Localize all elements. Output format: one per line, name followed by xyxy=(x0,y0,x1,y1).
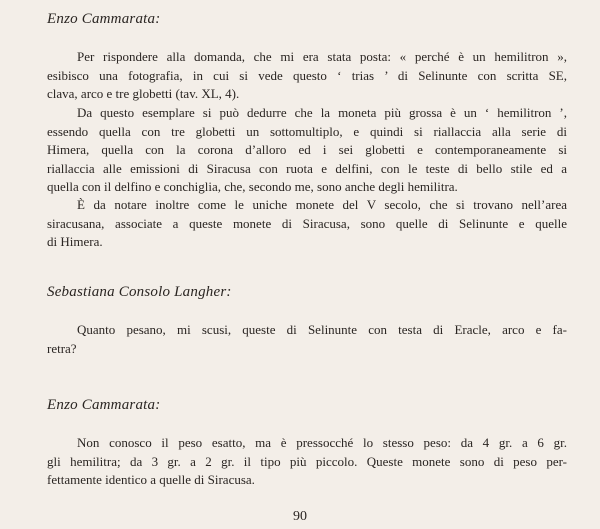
speaker-heading-3: Enzo Cammarata: xyxy=(47,397,161,413)
paragraph-2 xyxy=(47,104,567,197)
text-line: Himera, quella con la corona d’alloro ed i sei globetti e contemporaneamente si xyxy=(47,142,567,157)
paragraph-5 xyxy=(47,434,567,490)
paragraph-3 xyxy=(47,196,567,252)
text-line: Da questo esemplare si può dedurre che la moneta più grossa è un ‘ hemilitron ’, xyxy=(77,105,567,120)
text-line: retra? xyxy=(47,340,77,356)
text-line: esibisco una fotografia, in cui si vede questo ‘ trias ’ di Selinunte con scritta SE, xyxy=(47,67,567,83)
paragraph-4 xyxy=(47,321,567,358)
text-line: fettamente identico a quelle di Siracusa. xyxy=(47,472,255,487)
text-line: riallaccia alle emissioni di Siracusa con ruota e delfini, con le teste di bello stile ed a xyxy=(47,160,567,176)
page-number: 90 xyxy=(293,509,307,524)
text-line: essendo quella con tre globetti un sottomultiplo, e quindi si riallaccia alla serie di xyxy=(47,123,567,139)
text-line: Per rispondere alla domanda, che mi era stata posta: « perché è un hemilitron », xyxy=(77,49,567,64)
text-line: clava, arco e tre globetti (tav. XL, 4). xyxy=(47,86,240,101)
text-line: È da notare inoltre come le uniche monete del V secolo, che si trovano nell’area xyxy=(77,197,567,212)
speaker-heading-2: Sebastiana Consolo Langher: xyxy=(47,284,232,300)
text-line: Non conosco il peso esatto, ma è pressocché lo stesso peso: da 4 gr. a 6 gr. xyxy=(77,435,567,450)
text-line: di Himera. xyxy=(47,234,103,249)
text-line: quella con il delfino e conchiglia, che, secondo me, sono anche degli hemilitra. xyxy=(47,179,458,194)
speaker-heading-1: Enzo Cammarata: xyxy=(47,11,161,27)
paragraph-1 xyxy=(47,48,567,104)
text-line: Quanto pesano, mi scusi, queste di Selinunte con testa di Eracle, arco e fa- xyxy=(77,322,567,337)
text-line: siracusana, associate a queste monete di Siracusa, sono quelle di Selinunte e quelle xyxy=(47,215,567,231)
text-line: gli hemilitra; da 3 gr. a 2 gr. il tipo più piccolo. Queste monete sono di peso per- xyxy=(47,453,567,469)
